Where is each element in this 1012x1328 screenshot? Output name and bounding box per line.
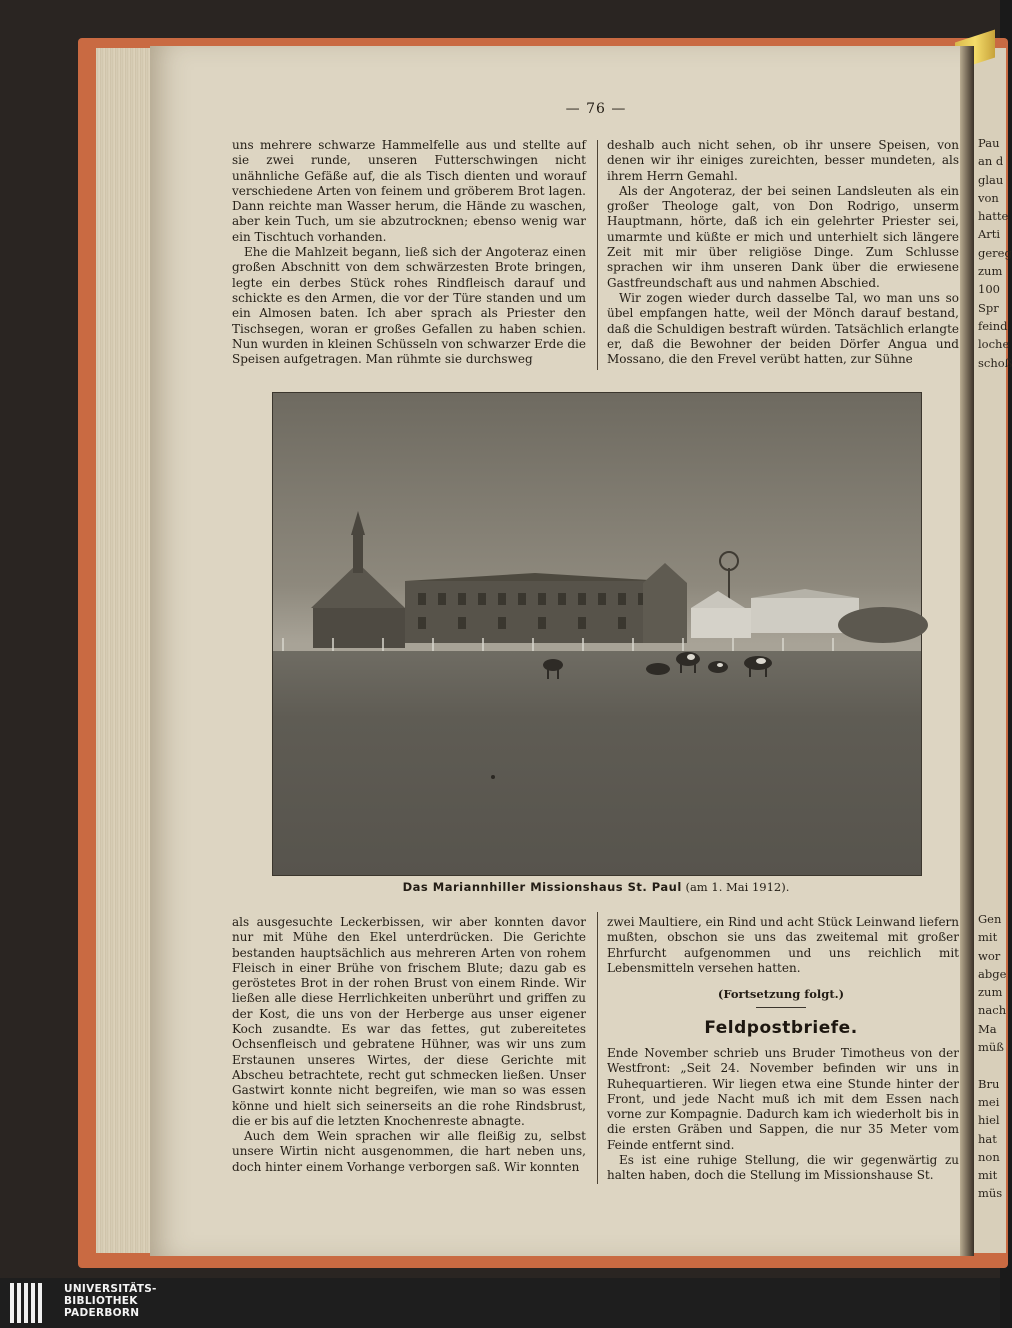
library-logo-icon	[8, 1281, 48, 1325]
page-edges	[96, 48, 152, 1253]
next-page-line: hatte	[978, 209, 1009, 224]
next-page-line: non	[978, 1149, 1000, 1164]
photo-caption	[272, 880, 920, 894]
continuation-note: (Fortsetzung folgt.)	[717, 987, 845, 1001]
next-page-line: feind	[978, 318, 1008, 333]
next-page-line: schoß	[978, 355, 1012, 370]
next-page-top-text	[978, 134, 1012, 372]
next-page-line: müß	[978, 1040, 1004, 1055]
next-page-line: hat	[978, 1131, 997, 1146]
caption-date: (am 1. Mai 1912).	[681, 880, 790, 894]
library-logo-text	[64, 1283, 157, 1319]
paragraph: Als der Angoteraz, der bei seinen Landsleuten als ein großer Theologe galt, von Don Rodrigo, unserm Hauptmann, hörte, daß ich ein gelehrter Priester sei, umarmte und küßte er mich und unterhielt sich längere Zeit mit mir über religiöse Dinge. Zum Schlusse sprachen wir ihm unseren Dank über die erwiesene Gastfreundschaft aus und nahmen Abschied.	[607, 183, 959, 290]
book-gutter	[960, 46, 974, 1256]
page-number: — 76 —	[565, 101, 627, 117]
next-page-line: mit	[978, 930, 998, 945]
logo-line: BIBLIOTHEK	[64, 1295, 138, 1307]
next-page-line: Gen	[978, 912, 1002, 926]
next-page-line: Spr	[978, 300, 999, 315]
next-page-line: Bru	[978, 1076, 1000, 1091]
next-page-line: Arti	[978, 227, 1001, 242]
logo-line: PADERBORN	[64, 1307, 140, 1319]
paragraph: Auch dem Wein sprachen wir alle fleißig zu, selbst unsere Wirtin nicht ausgenommen, die hart neben uns, doch hinter einem Vorhange verborgen saß. Wir konnten	[232, 1129, 586, 1174]
column-left-top	[232, 138, 586, 367]
next-page-line: hiel	[978, 1113, 1000, 1128]
caption-title: Das Mariannhiller Missionshaus St. Paul	[402, 880, 682, 894]
next-page-line: an d	[978, 154, 1004, 169]
mission-house-photo	[272, 392, 922, 876]
next-page-line: von	[978, 190, 999, 205]
next-page-line: zum	[978, 985, 1003, 1000]
next-page-line: wor	[978, 948, 1001, 963]
next-page-line: mit	[978, 1168, 998, 1183]
paragraph: Es ist eine ruhige Stellung, die wir gegenwärtig zu halten haben, doch die Stellung im Missionshause St.	[607, 1153, 959, 1183]
paragraph: Wir zogen wieder durch dasselbe Tal, wo man uns so übel empfangen hatte, weil der Mönch darauf bestand, daß die Schuldigen bestraft würden. Tatsächlich erlangte er, daß die Bewohner der beiden Dörfer Angua und Mossano, die den Frevel verübt hatten, zur Sühne	[607, 290, 959, 367]
next-page-bottom-text	[978, 910, 1006, 1203]
next-page-line: müs	[978, 1186, 1003, 1201]
paragraph: Ehe die Mahlzeit begann, ließ sich der Angoteraz einen großen Abschnitt von dem schwärzesten Brote bringen, legte ein derbes Stück rohes Rindfleisch darauf und schickte es den Armen, die vor der Türe standen und um ein Almosen baten. Ich aber sprach als Priester den Tischsegen, woran er großes Gefallen zu haben schien. Nun wurden in kleinen Schüsseln von schwarzer Erde die Speisen aufgetragen. Man rühmte sie durchsweg	[232, 245, 586, 367]
column-right-top	[607, 138, 959, 367]
column-right-bottom	[607, 915, 959, 976]
logo-line: UNIVERSITÄTS-	[64, 1283, 157, 1295]
next-page-line: gereg	[978, 245, 1012, 260]
section-heading: Feldpostbriefe.	[704, 1018, 858, 1038]
next-page-line: abge	[978, 966, 1007, 981]
paragraph: uns mehrere schwarze Hammelfelle aus und stellte auf sie zwei runde, unseren Futterschwingen nicht unähnliche Gefäße auf, die als Tisch dienten und worauf verschiedene Arten von feinem und gröberem Brot lagen. Dann reichte man Wasser herum, die Hände zu waschen, aber kein Tuch, um sie abzutrocknen; ebenso wenig war ein Tischtuch vorhanden.	[232, 138, 586, 244]
next-page-line: Pau	[978, 136, 1000, 150]
paragraph: als ausgesuchte Leckerbissen, wir aber konnten davor nur mit Mühe den Ekel unterdrücken. Die Gerichte bestanden hauptsächlich aus mehreren Arten von rohem Fleisch in einer Brühe von frischem Blute; dazu gab es geröstetes Brot in der rohen Brust von einem Rinde. Wir ließen alle diese Herrlichkeiten unberührt und griffen zu der Kost, die uns von der Herberge aus unser eigener Koch zusandte. Es war das fettes, gut zubereitetes Ochsenfleisch und gebratene Hühner, was wir uns zum Erstaunen unseres Wirtes, der diese Gerichte mit Abscheu betrachtete, recht gut schmecken ließen. Unser Gastwirt konnte nicht begreifen, wie man so was essen könne und hielt sich seinerseits an die rohe Rindsbrust, die er bis auf die letzten Knochenreste abnagte.	[232, 915, 586, 1128]
next-page-line: Ma	[978, 1021, 997, 1036]
feldpost-text	[607, 1046, 959, 1184]
column-divider	[597, 140, 598, 370]
next-page-line: zum	[978, 264, 1003, 279]
paragraph: deshalb auch nicht sehen, ob ihr unsere Speisen, von denen wir ihr einiges zureichten, besser mundeten, als ihrem Herrn Gemahl.	[607, 138, 959, 183]
next-page-line: nach	[978, 1003, 1007, 1018]
photo-image	[273, 393, 921, 875]
section-rule	[756, 1007, 806, 1008]
next-page-line: 100	[978, 282, 1000, 297]
paragraph: Ende November schrieb uns Bruder Timotheus von der Westfront: „Seit 24. November befinden wir uns in Ruhequartieren. Wir liegen etwa eine Stunde hinter der Front, und jede Nacht muß ich mit dem Essen nach vorne zur Kompagnie. Dadurch kam ich wiederholt bis in die ersten Gräben und Sappen, die nur 35 Meter vom Feinde entfernt sind.	[607, 1046, 959, 1152]
column-divider	[597, 912, 598, 1184]
column-left-bottom	[232, 915, 586, 1175]
next-page-line: glau	[978, 172, 1004, 187]
next-page-line	[978, 1056, 1006, 1074]
next-page-line: loche	[978, 337, 1010, 352]
next-page-line: mei	[978, 1094, 1000, 1109]
paragraph: zwei Maultiere, ein Rind und acht Stück Leinwand liefern mußten, obschon sie uns das zweitemal mit großer Ehrfurcht aufgenommen und uns reichlich mit Lebensmitteln versehen hatten.	[607, 915, 960, 975]
